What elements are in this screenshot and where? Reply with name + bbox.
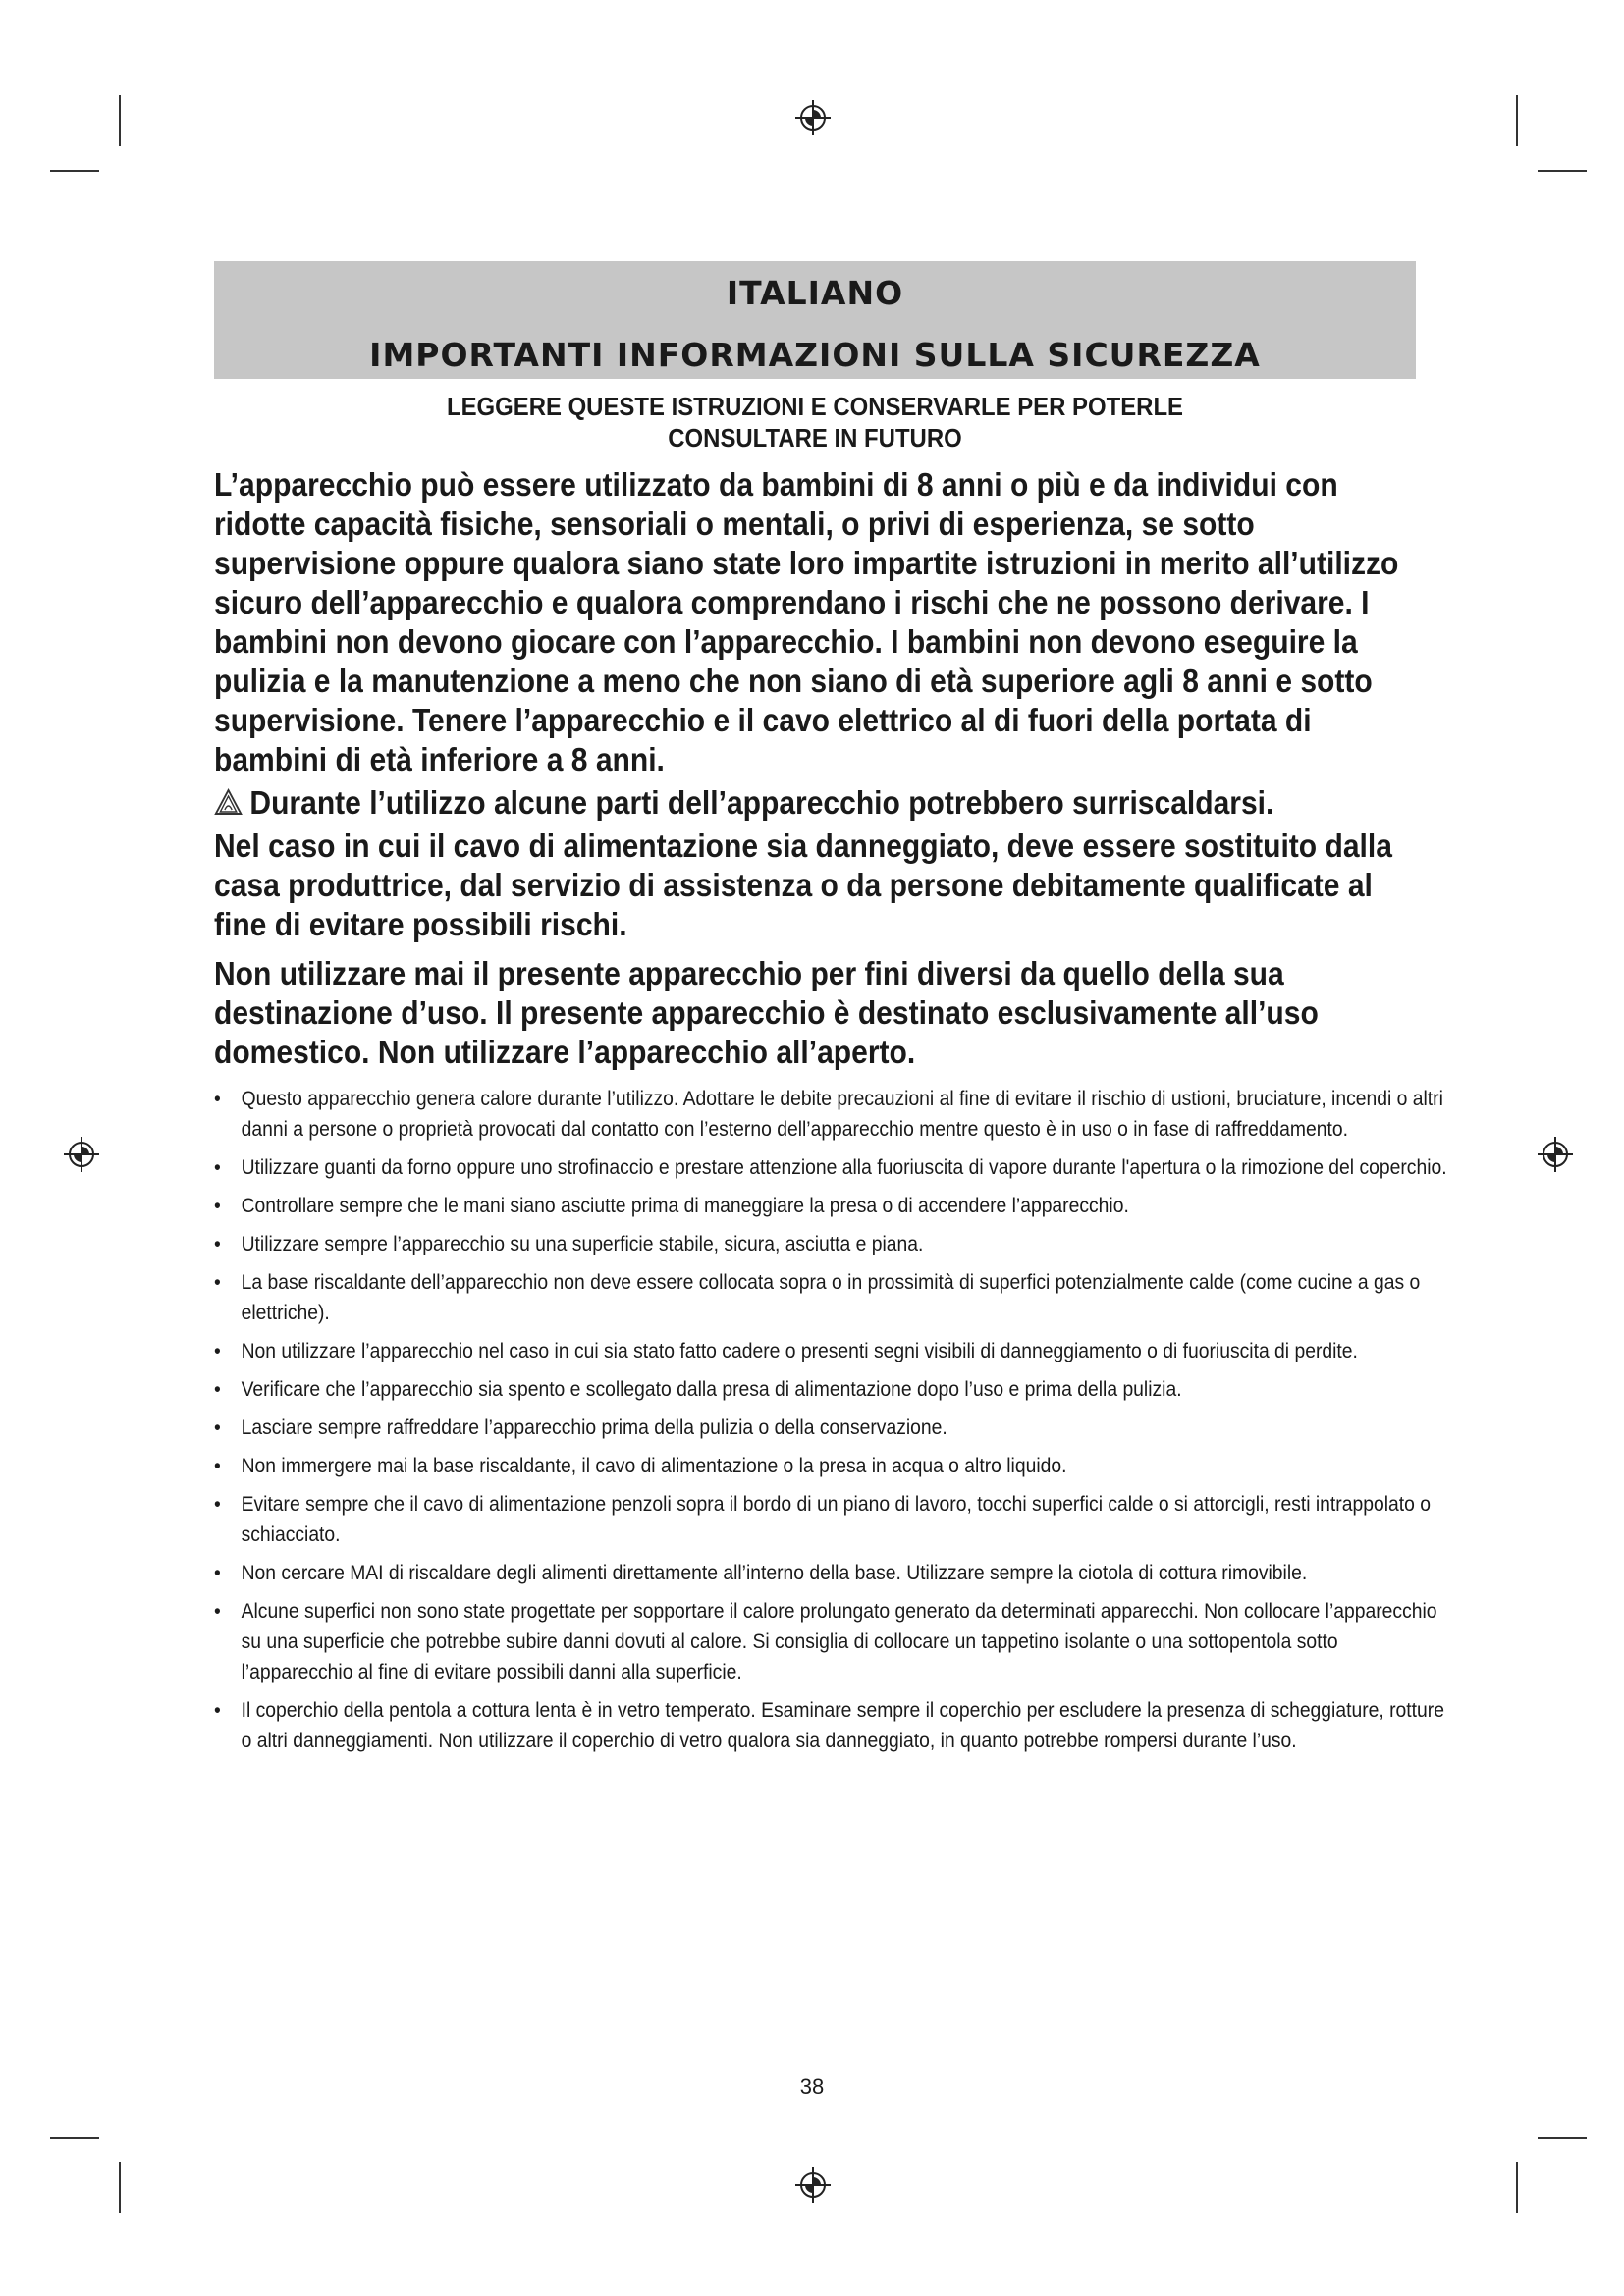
safety-bullet-list xyxy=(214,1084,1447,1756)
crop-mark-top-left-v xyxy=(119,95,121,146)
list-item xyxy=(214,1596,1447,1687)
list-item-text: Non cercare MAI di riscaldare degli alimenti direttamente all’interno della base. Utilizzare sempre la ciotola di cottura rimovibile. xyxy=(241,1562,1308,1584)
bullet-symbol: • xyxy=(214,1699,221,1722)
list-item xyxy=(214,1695,1447,1756)
hot-surface-warning xyxy=(214,783,1422,823)
bullet-symbol: • xyxy=(214,1600,221,1623)
registration-mark-icon xyxy=(793,2165,833,2205)
list-item-text: Utilizzare sempre l’apparecchio su una superficie stabile, sicura, asciutta e piana. xyxy=(241,1233,924,1255)
hot-warning-text: Durante l’utilizzo alcune parti dell’apparecchio potrebbero surriscaldarsi. xyxy=(249,784,1274,821)
bullet-symbol: • xyxy=(214,1195,221,1217)
language-title: ITALIANO xyxy=(726,274,904,312)
list-item-text: Controllare sempre che le mani siano asciutte prima di maneggiare la presa o di accendere l’apparecchio. xyxy=(241,1195,1129,1217)
warning-triangle-icon xyxy=(214,788,243,816)
list-item xyxy=(214,1413,1447,1443)
subtitle-line-1: LEGGERE QUESTE ISTRUZIONI E CONSERVARLE PER POTERLE xyxy=(446,392,1184,421)
registration-mark-icon xyxy=(793,98,833,137)
bullet-symbol: • xyxy=(214,1378,221,1401)
crop-mark-top-left-h xyxy=(50,170,99,172)
list-item-text: Lasciare sempre raffreddare l’apparecchio prima della pulizia o della conservazione. xyxy=(241,1416,947,1439)
list-item xyxy=(214,1191,1447,1221)
domestic-use-paragraph: Non utilizzare mai il presente apparecchio per fini diversi da quello della sua destinazione d’uso. Il presente apparecchio è destinato esclusivamente all’uso domestico. Non utilizzare l’apparecchio all’aperto. xyxy=(214,955,1319,1070)
list-item xyxy=(214,1489,1447,1550)
list-item xyxy=(214,1152,1447,1183)
safety-content xyxy=(214,465,1447,1764)
list-item-text: Non utilizzare l’apparecchio nel caso in cui sia stato fatto cadere o presenti segni visibili di danneggiamento o di fuoriuscita di perdite. xyxy=(241,1340,1358,1362)
list-item xyxy=(214,1229,1447,1259)
cable-damage-paragraph: Nel caso in cui il cavo di alimentazione sia danneggiato, deve essere sostituito dalla casa produttrice, dal servizio di assistenza o da persone debitamente qualificate al fine di evitare possibili rischi. xyxy=(214,828,1392,942)
crop-mark-top-right-v xyxy=(1516,95,1518,146)
list-item xyxy=(214,1336,1447,1366)
list-item-text: Il coperchio della pentola a cottura lenta è in vetro temperato. Esaminare sempre il coperchio per escludere la presenza di scheggiature, rotture o altri danneggiamenti. Non utilizzare il coperchio di vetro qualora sia danneggiato, in quanto potrebbe rompersi durante l’uso. xyxy=(241,1699,1444,1752)
children-use-paragraph: L’apparecchio può essere utilizzato da bambini di 8 anni o più e da individui con ridotte capacità fisiche, sensoriali o mentali, o privi di esperienza, se sotto supervisione oppure qualora siano state loro impartite istruzioni in merito all’utilizzo sicuro dell’apparecchio e qualora comprendano i rischi che ne possono derivare. I bambini non devono giocare con l’apparecchio. I bambini non devono eseguire la pulizia e la manutenzione a meno che non siano di età superiore agli 8 anni e sotto supervisione. Tenere l’apparecchio e il cavo elettrico al di fuori della portata di bambini di età inferiore a 8 anni. xyxy=(214,466,1399,777)
list-item xyxy=(214,1084,1447,1145)
crop-mark-bottom-left-v xyxy=(119,2162,121,2213)
list-item xyxy=(214,1451,1447,1481)
bullet-symbol: • xyxy=(214,1271,221,1294)
registration-mark-icon xyxy=(62,1135,101,1174)
subtitle-line-2: CONSULTARE IN FUTURO xyxy=(668,423,962,453)
page-title: IMPORTANTI INFORMAZIONI SULLA SICUREZZA xyxy=(369,336,1261,374)
bullet-symbol: • xyxy=(214,1156,221,1179)
list-item xyxy=(214,1267,1447,1328)
instruction-subtitle xyxy=(262,391,1368,454)
page-number: 38 xyxy=(799,2074,825,2099)
list-item-text: Evitare sempre che il cavo di alimentazione penzoli sopra il bordo di un piano di lavoro, tocchi superfici calde o si attorcigli, resti intrappolato o schiacciato. xyxy=(241,1493,1431,1546)
bullet-symbol: • xyxy=(214,1340,221,1362)
bullet-symbol: • xyxy=(214,1455,221,1477)
list-item-text: Alcune superfici non sono state progettate per sopportare il calore prolungato generato da determinati apparecchi. Non collocare l’apparecchio su una superficie che potrebbe subire danni dovuti al calore. Si consiglia di collocare un tappetino isolante o una sottopentola sotto l’apparecchio al fine di evitare possibili danni alla superficie. xyxy=(241,1600,1437,1683)
bullet-symbol: • xyxy=(214,1562,221,1584)
list-item-text: Utilizzare guanti da forno oppure uno strofinaccio e prestare attenzione alla fuoriuscita di vapore durante l'apertura o la rimozione del coperchio. xyxy=(241,1156,1447,1179)
bullet-symbol: • xyxy=(214,1088,221,1110)
crop-mark-bottom-right-v xyxy=(1516,2162,1518,2213)
list-item-text: Questo apparecchio genera calore durante l’utilizzo. Adottare le debite precauzioni al fine di evitare il rischio di ustioni, bruciature, incendi o altri danni a persone o proprietà provocati dal contatto con l’esterno dell’apparecchio mentre questo è in uso o in fase di raffreddamento. xyxy=(241,1088,1443,1141)
list-item xyxy=(214,1374,1447,1405)
registration-mark-icon xyxy=(1536,1135,1575,1174)
list-item-text: Non immergere mai la base riscaldante, il cavo di alimentazione o la presa in acqua o altro liquido. xyxy=(241,1455,1067,1477)
bullet-symbol: • xyxy=(214,1233,221,1255)
crop-mark-top-right-h xyxy=(1538,170,1587,172)
crop-mark-bottom-left-h xyxy=(50,2137,99,2139)
list-item-text: Verificare che l’apparecchio sia spento e scollegato dalla presa di alimentazione dopo l’uso e prima della pulizia. xyxy=(241,1378,1182,1401)
bullet-symbol: • xyxy=(214,1493,221,1516)
section-header xyxy=(214,261,1416,379)
crop-mark-bottom-right-h xyxy=(1538,2137,1587,2139)
bullet-symbol: • xyxy=(214,1416,221,1439)
list-item-text: La base riscaldante dell’apparecchio non deve essere collocata sopra o in prossimità di superfici potenzialmente calde (come cucine a gas o elettriche). xyxy=(241,1271,1421,1324)
list-item xyxy=(214,1558,1447,1588)
